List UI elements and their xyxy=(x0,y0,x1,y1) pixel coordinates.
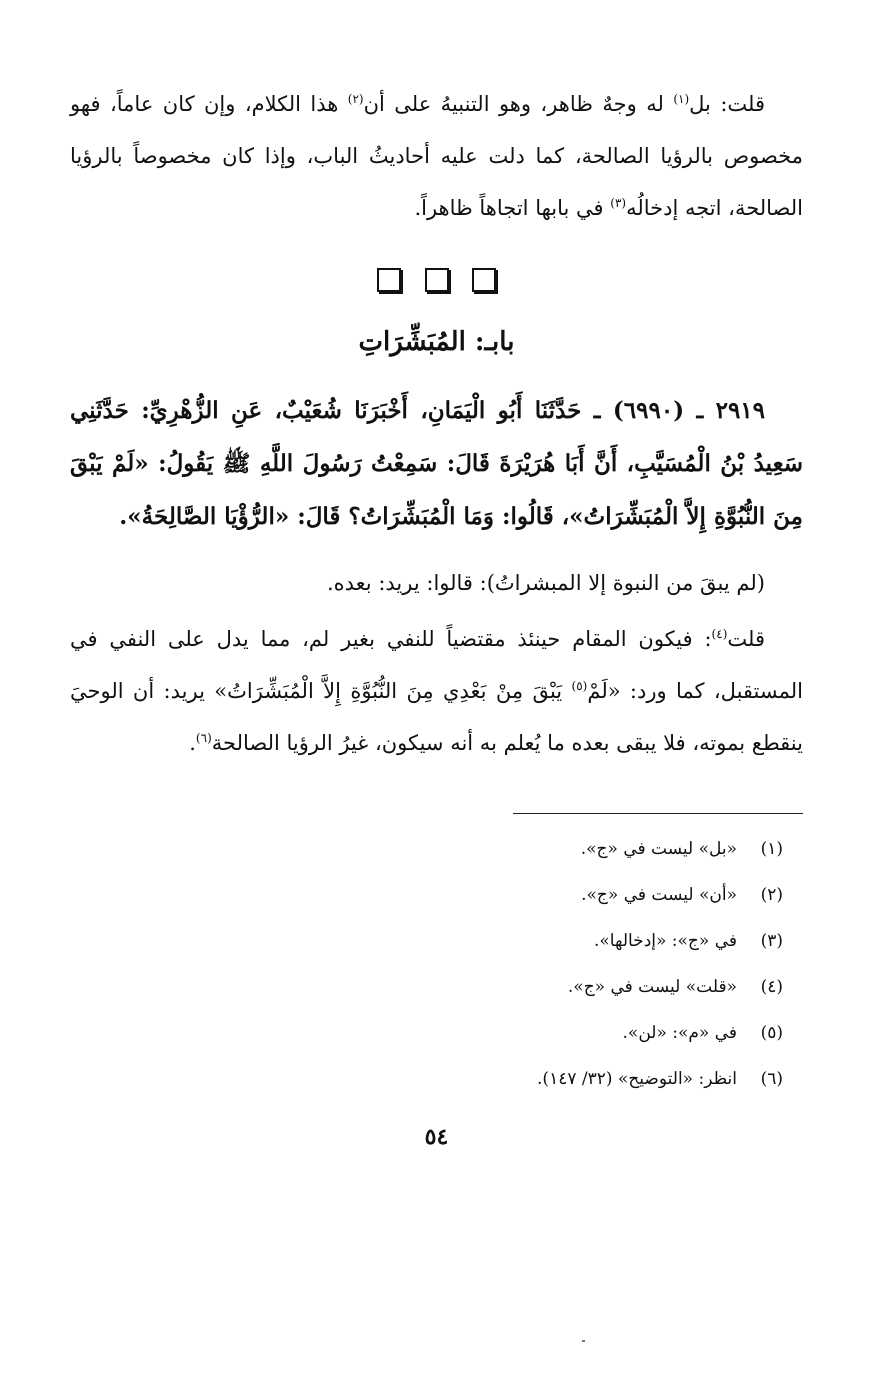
footnote-number: (٣) xyxy=(760,931,783,951)
footnote-item xyxy=(70,872,783,918)
footnote-separator xyxy=(513,813,803,814)
footnote-ref-1[interactable]: (١) xyxy=(673,92,690,106)
footnote-text: في «ج»: «إدخالها». xyxy=(594,931,737,951)
footnote-number: (٥) xyxy=(760,1023,783,1043)
footnote-item xyxy=(70,964,783,1010)
divider-square-icon xyxy=(472,268,496,292)
paragraph-text: في بابها اتجاهاً ظاهراً. xyxy=(414,196,611,220)
hadith-text: ٢٩١٩ ـ (٦٩٩٠) ـ حَدَّثَنَا أَبُو الْيَمَانِ، أَخْبَرَنَا شُعَيْبٌ، عَنِ الزُّهْرِيِّ: حَدَّثَنِي سَعِيدُ بْنُ الْمُسَيَّبِ، أَنَّ أَبَا هُرَيْرَةَ قَالَ: سَمِعْتُ رَسُولَ اللَّهِ ﷺ يَقُولُ: «لَمْ يَبْقَ مِنَ النُّبُوَّةِ إِلاَّ الْمُبَشِّرَاتُ»، قَالُوا: وَمَا الْمُبَشِّرَاتُ؟ قَالَ: «الرُّؤْيَا الصَّالِحَةُ». xyxy=(70,397,803,530)
footnotes-list xyxy=(70,826,783,1102)
footnote-item xyxy=(70,1056,783,1102)
paragraph-text: قلت xyxy=(727,627,765,651)
scan-speck xyxy=(582,1340,585,1342)
footnote-text: «بل» ليست في «ج». xyxy=(580,839,737,859)
paragraph-text: هذا الكلام، وإن كان عاماً، فهو مخصوص بالرؤيا الصالحة، كما دلت عليه أحاديثُ الباب، وإذا كان مخصوصاً بالرؤيا الصالحة، اتجه إدخالُه xyxy=(70,92,803,220)
footnote-ref-6[interactable]: (٦) xyxy=(195,731,212,745)
footnote-text: انظر: «التوضيح» (٣٢/ ١٤٧). xyxy=(537,1069,737,1089)
footnote-item xyxy=(70,1010,783,1056)
book-page xyxy=(70,78,803,1374)
footnote-text: «قلت» ليست في «ج». xyxy=(567,977,737,997)
paragraph-text: يَبْقَ مِنْ بَعْدِي مِنَ النُّبُوَّةِ إِلاَّ الْمُبَشِّرَاتُ» يريد: أن الوحيَ ينقطع بموته، فلا يبقى بعده ما يُعلم به أنه سيكون، غيرُ الرؤيا الصالحة xyxy=(70,679,803,755)
footnote-item xyxy=(70,826,783,872)
footnote-text: في «م»: «لن». xyxy=(622,1023,737,1043)
footnote-number: (١) xyxy=(760,839,783,859)
footnote-ref-2[interactable]: (٢) xyxy=(347,92,364,106)
footnote-ref-4[interactable]: (٤) xyxy=(711,627,728,641)
divider-square-icon xyxy=(425,268,449,292)
footnote-ref-3[interactable]: (٣) xyxy=(610,196,627,210)
commentary-paragraph xyxy=(70,613,803,769)
section-divider xyxy=(70,268,803,304)
paragraph-text: : فيكون المقام حينئذ مقتضياً للنفي بغير لم، مما يدل على النفي في المستقبل، كما ورد: «لَمْ xyxy=(70,627,803,703)
paragraph-text: . xyxy=(189,731,196,755)
footnote-number: (٢) xyxy=(760,885,783,905)
commentary-quote: (لم يبقَ من النبوة إلا المبشراتُ): قالوا: يريد: بعده. xyxy=(326,571,765,595)
footnote-text: «أن» ليست في «ج». xyxy=(581,885,737,905)
chapter-title: بابـ: المُبَشِّرَاتِ xyxy=(358,327,515,357)
footnote-ref-5[interactable]: (٥) xyxy=(571,679,588,693)
page-number: ٥٤ xyxy=(424,1124,449,1150)
divider-square-icon xyxy=(377,268,401,292)
paragraph-text: له وجهٌ ظاهر، وهو التنبيهُ على أن xyxy=(363,92,674,116)
footnote-item xyxy=(70,918,783,964)
opening-paragraph xyxy=(70,78,803,234)
paragraph-text: قلت: بل xyxy=(689,92,765,116)
footnote-number: (٤) xyxy=(760,977,783,997)
footnote-number: (٦) xyxy=(760,1069,783,1089)
